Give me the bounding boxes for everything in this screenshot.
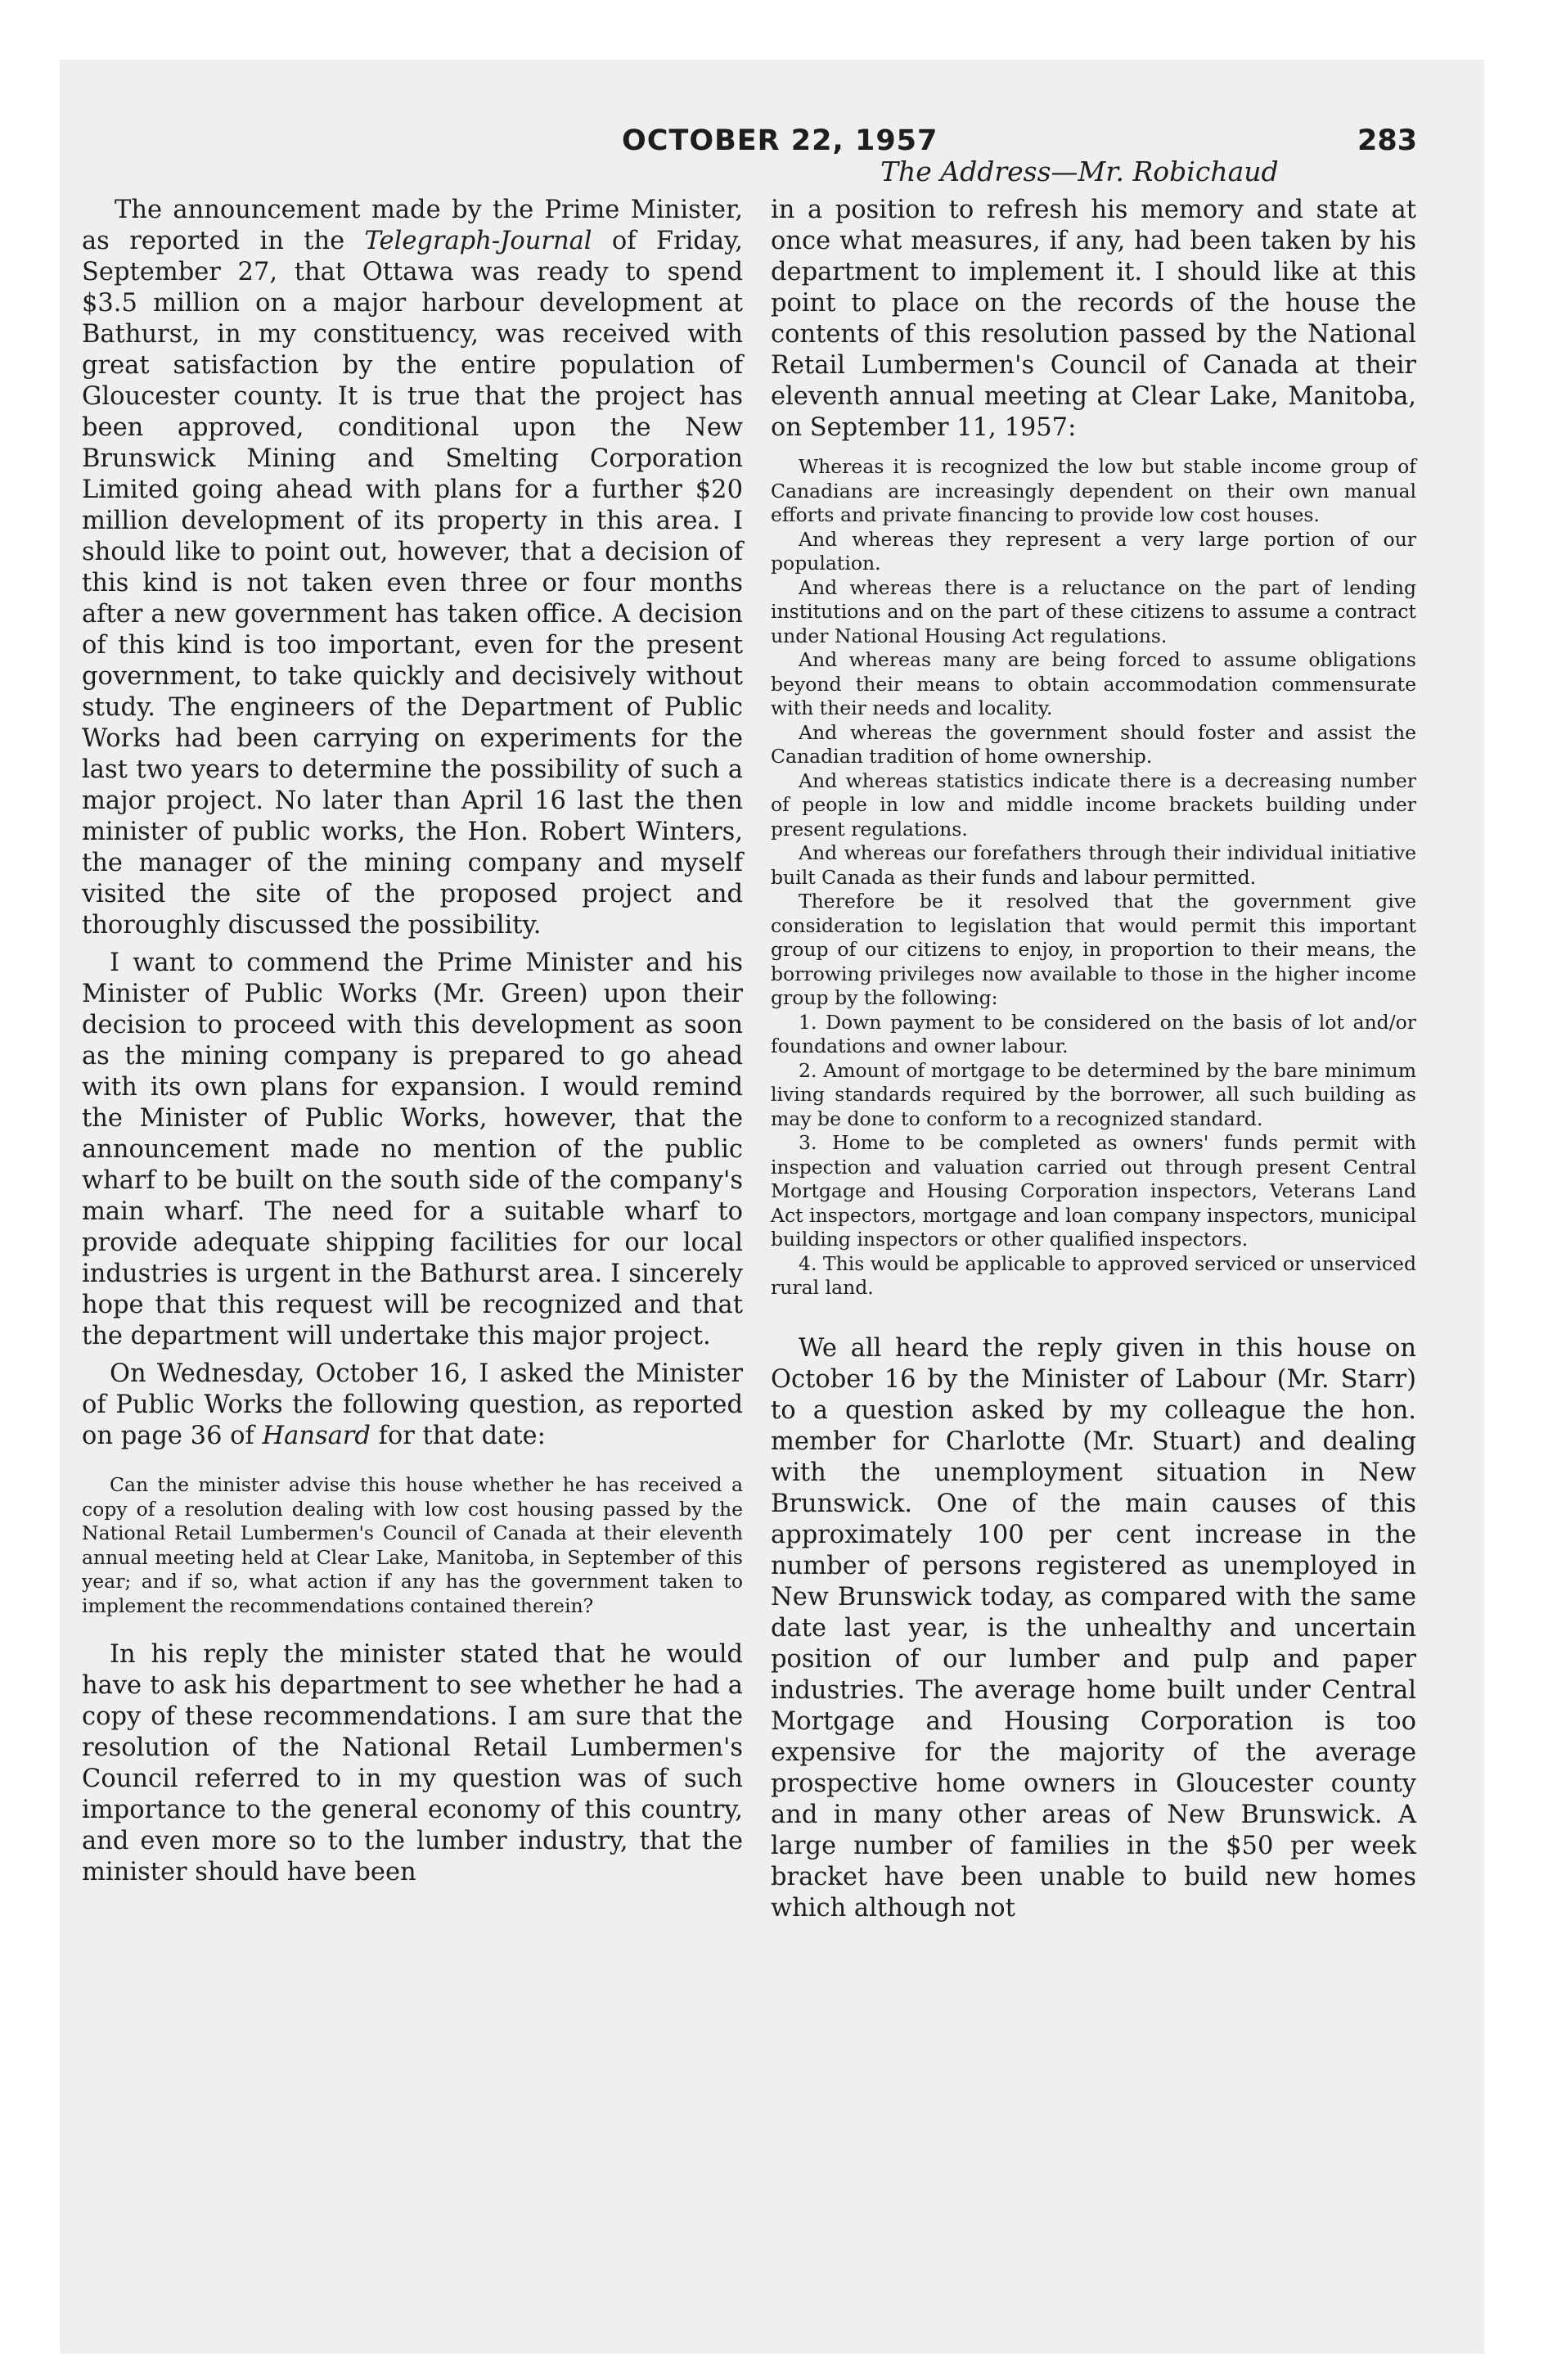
resolution-item: 1. Down payment to be considered on the basis of lot and/or foundations and owner labour. [771, 1010, 1416, 1057]
resolution-item: 4. This would be applicable to approved serviced or unserviced rural land. [771, 1251, 1416, 1299]
resolution-clause: And whereas they represent a very large portion of our population. [771, 527, 1416, 575]
resolution-clause: And whereas statistics indicate there is a decreasing number of people in low and middle income brackets building under present regulations. [771, 769, 1416, 841]
resolution-item: 3. Home to be completed as owners' funds permit with inspection and valuation carried out through present Central Mortgage and Housing Corporation inspectors, Veterans Land Act inspectors, mortgage and loan company inspectors, municipal building inspectors or other qualified inspectors. [771, 1131, 1416, 1251]
page-number: 283 [1357, 124, 1418, 157]
resolution-text [771, 455, 1416, 1300]
resolution-clause: And whereas there is a reluctance on the part of lending institutions and on the part of these citizens to assume a contract under National Housing Act regulations. [771, 575, 1416, 647]
page-date: OCTOBER 22, 1957 [622, 124, 938, 157]
resolution-clause: And whereas the government should foster and assist the Canadian tradition of home ownership. [771, 720, 1416, 768]
resolution-clause: And whereas our forefathers through their individual initiative built Canada as their funds and labour permitted. [771, 841, 1416, 889]
paragraph: In his reply the minister stated that he would have to ask his department to see whether he had a copy of these recommendations. I am sure that the resolution of the National Retail Lumbermen's Council referred to in my question was of such importance to the general economy of this country, and even more so to the lumber industry, that the minister should have been [82, 1640, 743, 1886]
resolution-item: 2. Amount of mortgage to be determined by the bare minimum living standards required by the borrower, all such building as may be done to conform to a recognized standard. [771, 1058, 1416, 1130]
quoted-question: Can the minister advise this house whether he has received a copy of a resolution dealing with low cost housing passed by the National Retail Lumbermen's Council of Canada at their eleventh annual meeting held at Clear Lake, Manitoba, in September of this year; and if so, what action if any has the government taken to implement the recommendations contained therein? [82, 1473, 743, 1617]
paragraph [82, 1359, 743, 1452]
paragraph-text: of Friday, September 27, that Ottawa was ready to spend $3.5 million on a major harbour development at Bathurst, in my constituency, was received with great satisfaction by the entire population of Gloucester county. It is true that the project has been approved, conditional upon the New Brunswick Mining and Smelting Corporation Limited going ahead with plans for a further $20 million development of its property in this area. I should like to point out, however, that a decision of this kind is not taken even three or four months after a new government has taken office. A decision of this kind is too important, even for the present government, to take quickly and decisively without study. The engineers of the Department of Public Works had been carrying on experiments for the last two years to determine the possibility of such a major project. No later than April 16 last the then minister of public works, the Hon. Robert Winters, the manager of the mining company and myself visited the site of the proposed project and thoroughly discussed the possibility. [82, 227, 743, 940]
resolution-clause: And whereas many are being forced to assume obligations beyond their means to obtain accommodation commensurate with their needs and locality. [771, 648, 1416, 719]
paragraph-text: for that date: [370, 1422, 546, 1450]
hansard-title: Hansard [262, 1422, 371, 1450]
paragraph [82, 195, 743, 941]
paragraph: We all heard the reply given in this house on October 16 by the Minister of Labour (Mr. Starr) to a question asked by my colleague the hon. member for Charlotte (Mr. Stuart) and dealing with the unemployment situation in New Brunswick. One of the main causes of this approximately 100 per cent increase in the number of persons registered as unemployed in New Brunswick today, as compared with the same date last year, is the unhealthy and uncertain position of our lumber and pulp and paper industries. The average home built under Central Mortgage and Housing Corporation is too expensive for the majority of the average prospective home owners in Gloucester county and in many other areas of New Brunswick. A large number of families in the $50 per week bracket have been unable to build new homes which although not [771, 1333, 1416, 1922]
resolution-clause: Whereas it is recognized the low but stable income group of Canadians are increasingly dependent on their own manual efforts and private financing to provide low cost houses. [771, 455, 1416, 526]
paragraph-text: The announcement made by the Prime Minister, as reported in the [82, 196, 743, 255]
paragraph: in a position to refresh his memory and state at once what measures, if any, had been taken by his department to implement it. I should like at this point to place on the records of the house the contents of this resolution passed by the National Retail Lumbermen's Council of Canada at their eleventh annual meeting at Clear Lake, Manitoba, on September 11, 1957: [771, 196, 1416, 442]
resolution-clause: Therefore be it resolved that the government give consideration to legislation that would permit this important group of our citizens to enjoy, in proportion to their means, the borrowing privileges now available to those in the higher income group by the following: [771, 890, 1416, 1009]
paragraph: I want to commend the Prime Minister and his Minister of Public Works (Mr. Green) upon their decision to proceed with this development as soon as the mining company is prepared to go ahead with its own plans for expansion. I would remind the Minister of Public Works, however, that the announcement made no mention of the public wharf to be built on the south side of the company's main wharf. The need for a suitable wharf to provide adequate shipping facilities for our local industries is urgent in the Bathurst area. I sincerely hope that this request will be recognized and that the department will undertake this major project. [82, 949, 743, 1350]
running-title: The Address—Mr. Robichaud [880, 156, 1279, 187]
left-column [82, 195, 743, 1888]
newspaper-title: Telegraph-Journal [364, 227, 592, 255]
right-column [771, 195, 1416, 1924]
paragraph-text: On Wednesday, October 16, I asked the Minister of Public Works the following question, as reported on page 36 of [82, 1359, 743, 1450]
